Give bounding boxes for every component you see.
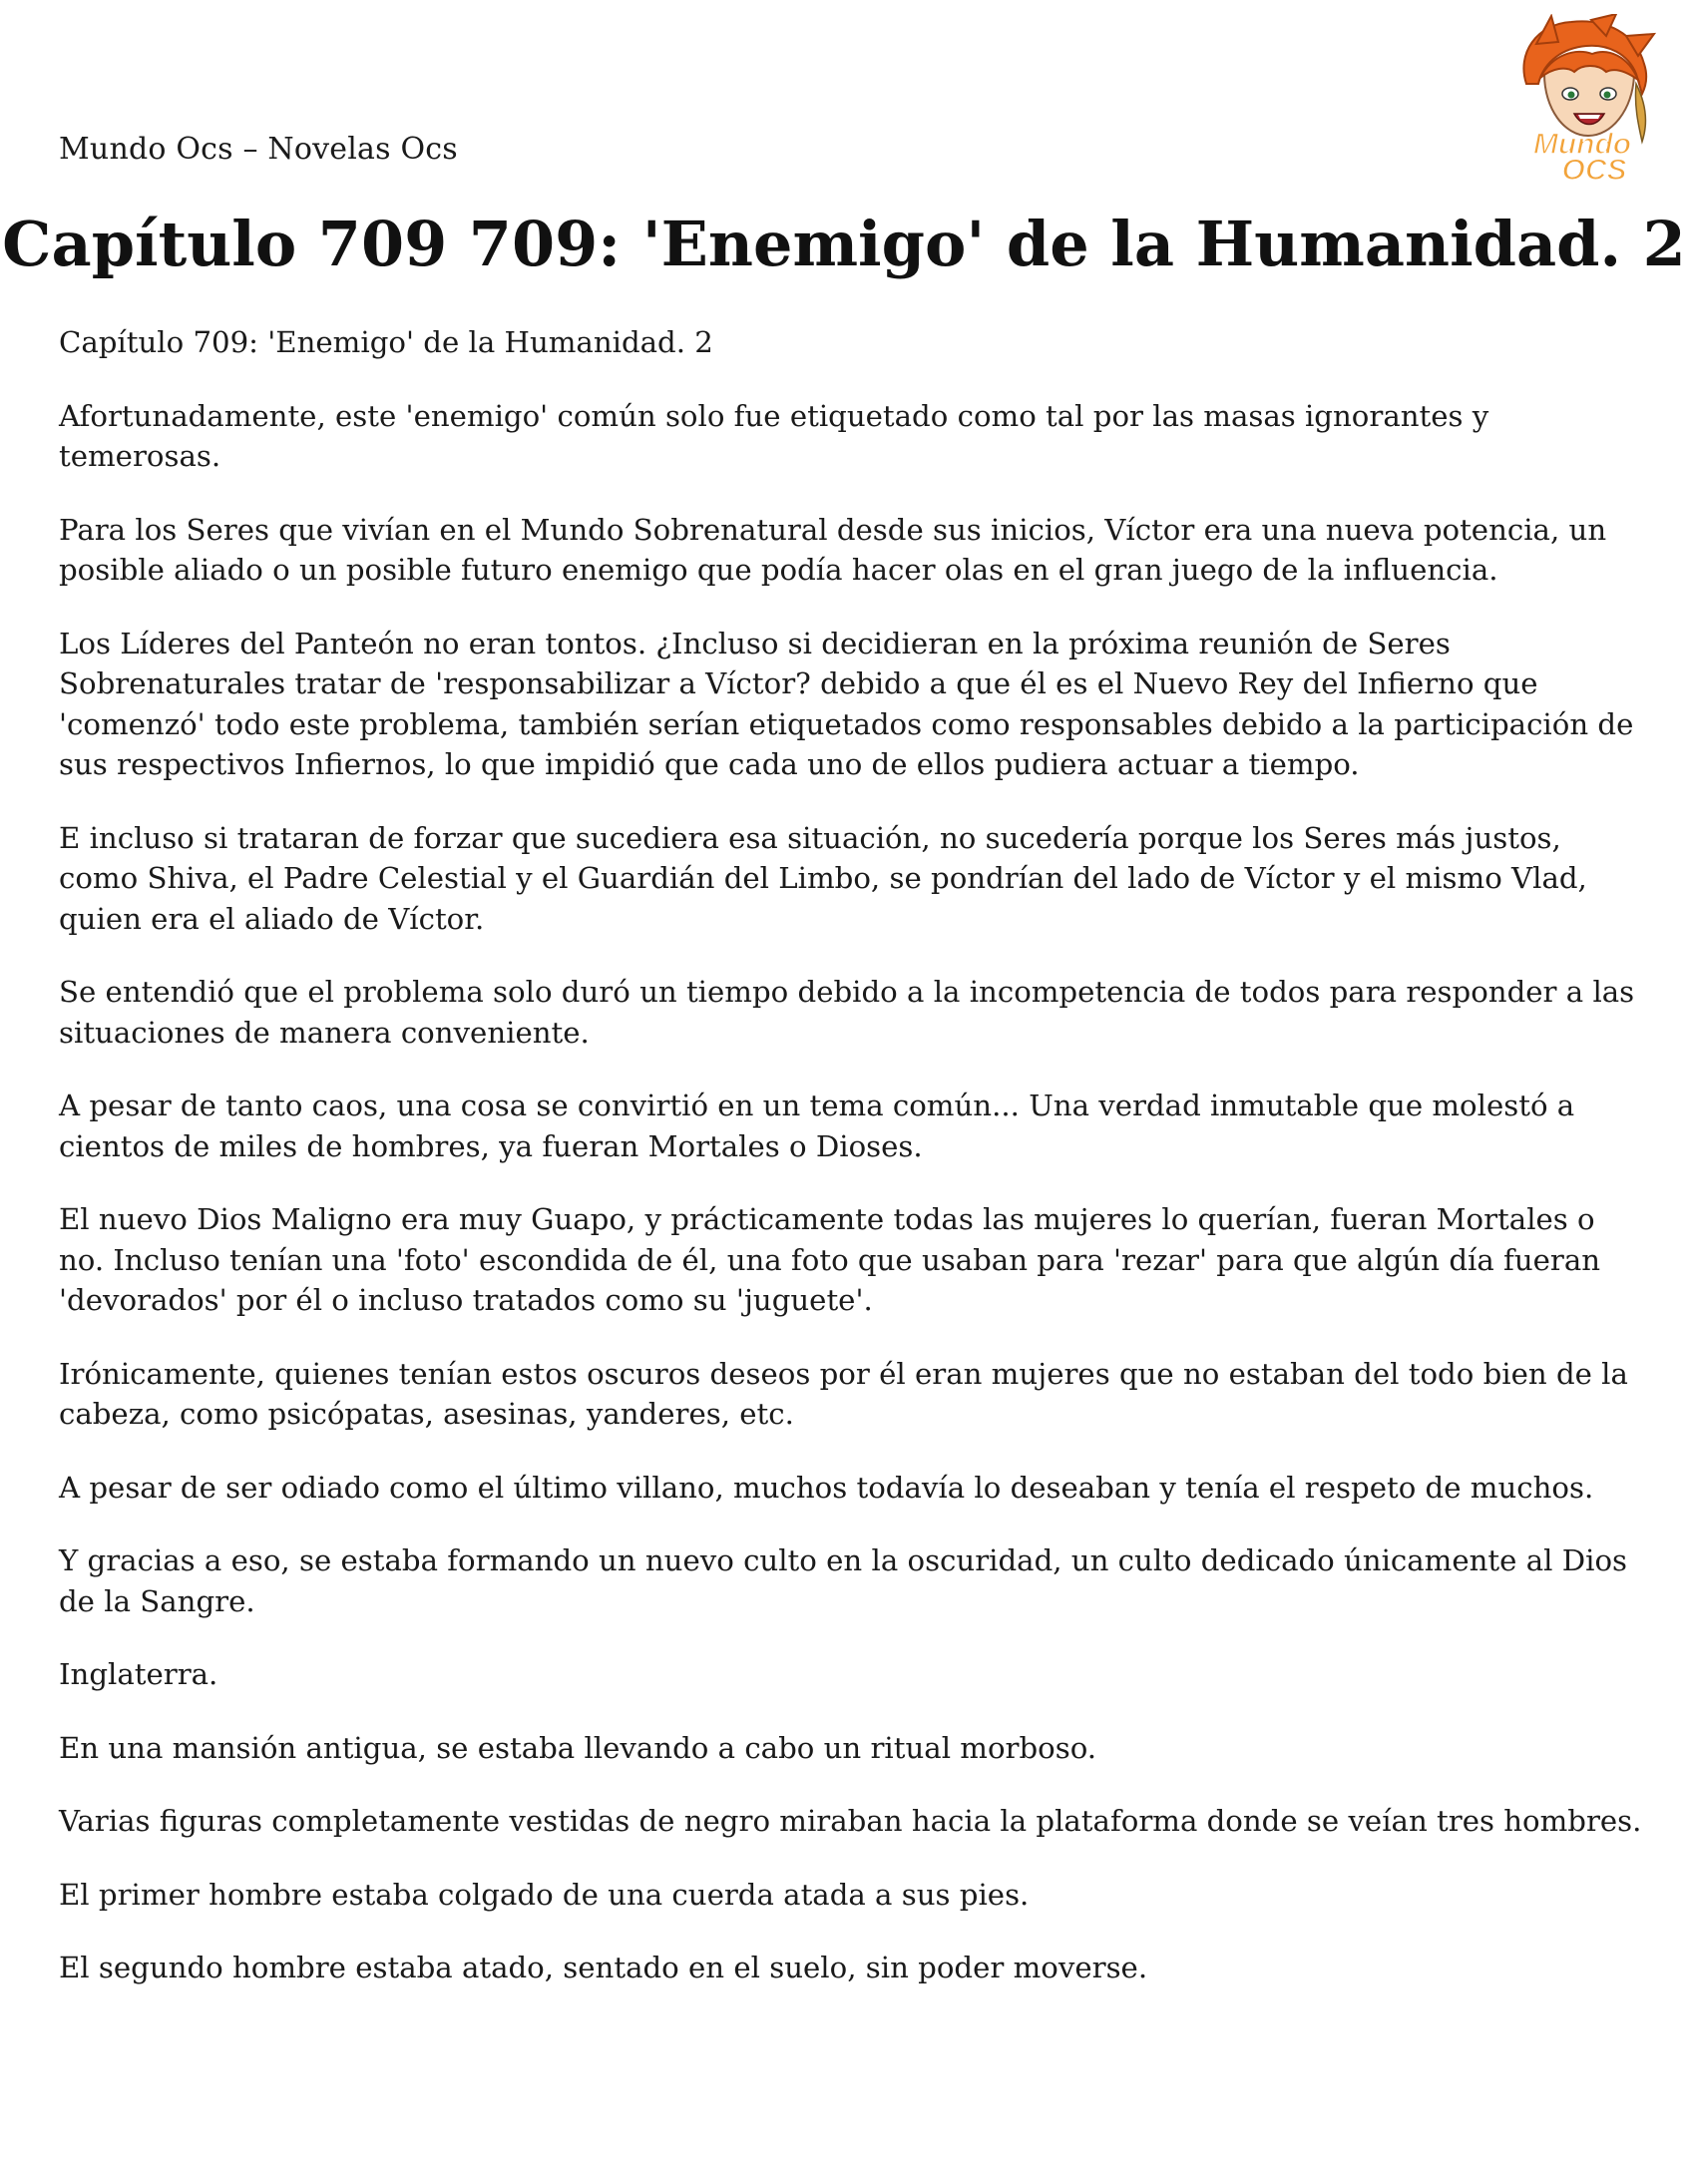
chapter-content [59, 322, 1645, 2021]
paragraph: El primer hombre estaba colgado de una cuerda atada a sus pies. [59, 1877, 1030, 1912]
page-header: Mundo Ocs – Novelas Ocs [59, 132, 458, 167]
paragraph: El segundo hombre estaba atado, sentado en el suelo, sin poder moverse. [59, 1951, 1148, 1984]
paragraph: En una mansión antigua, se estaba llevando a cabo un ritual morboso. [59, 1730, 1097, 1765]
paragraph: E incluso si trataran de forzar que sucediera esa situación, no sucedería porque los Seres más justos, como Shiva, el Padre Celestial y el Guardián del Limbo, se pondrían del lado de Víctor y el mismo Vlad, quien era el aliado de Víctor. [59, 820, 1587, 936]
logo-text-line1: Mundo [1532, 128, 1632, 161]
paragraph: Los Líderes del Panteón no eran tontos. ¿Incluso si decidieran en la próxima reunión de Seres Sobrenaturales tratar de 'responsabilizar a Víctor? debido a que él es el Nuevo Rey del Infierno que 'comenzó' todo este problema, también serían etiquetados como responsables debido a la participación de sus respectivos Infiernos, lo que impidió que cada uno de ellos pudiera actuar a tiempo. [59, 626, 1634, 781]
logo-text-line2: OCS [1561, 154, 1627, 184]
mundo-ocs-logo [1496, 14, 1668, 184]
paragraph: Capítulo 709: 'Enemigo' de la Humanidad. 2 [59, 325, 713, 359]
paragraph: A pesar de tanto caos, una cosa se convirtió en un tema común... Una verdad inmutable que molestó a cientos de miles de hombres, ya fueran Mortales o Dioses. [59, 1089, 1575, 1163]
paragraph: Inglaterra. [59, 1657, 218, 1691]
paragraph: Se entendió que el problema solo duró un tiempo debido a la incompetencia de todos para responder a las situaciones de manera conveniente. [59, 975, 1635, 1050]
paragraph: Irónicamente, quienes tenían estos oscuros deseos por él eran mujeres que no estaban del todo bien de la cabeza, como psicópatas, asesinas, yanderes, etc. [59, 1356, 1628, 1431]
chapter-title: Capítulo 709 709: 'Enemigo' de la Humanidad. 2 [2, 208, 1686, 280]
paragraph: El nuevo Dios Maligno era muy Guapo, y prácticamente todas las mujeres lo querían, fueran Mortales o no. Incluso tenían una 'foto' escondida de él, una foto que usaban para 'rezar' para que algún día fueran 'devorados' por él o incluso tratados como su 'juguete'. [59, 1202, 1601, 1317]
paragraph: A pesar de ser odiado como el último villano, muchos todavía lo deseaban y tenía el respeto de muchos. [59, 1470, 1594, 1505]
paragraph: Para los Seres que vivían en el Mundo Sobrenatural desde sus inicios, Víctor era una nueva potencia, un posible aliado o un posible futuro enemigo que podía hacer olas en el gran juego de la influencia. [59, 512, 1607, 587]
paragraph: Afortunadamente, este 'enemigo' común solo fue etiquetado como tal por las masas ignorantes y temerosas. [59, 398, 1489, 473]
paragraph: Varias figuras completamente vestidas de negro miraban hacia la plataforma donde se veían tres hombres. [59, 1804, 1642, 1838]
paragraph: Y gracias a eso, se estaba formando un nuevo culto en la oscuridad, un culto dedicado únicamente al Dios de la Sangre. [59, 1543, 1628, 1618]
